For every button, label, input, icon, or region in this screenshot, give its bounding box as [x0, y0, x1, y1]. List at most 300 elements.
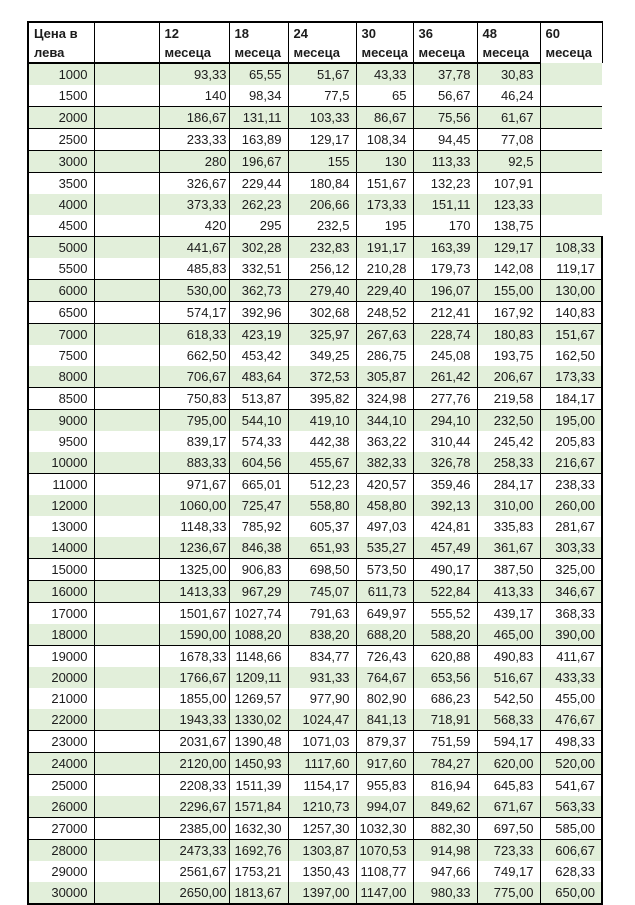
- payment-cell: 387,50: [477, 559, 540, 581]
- payment-cell: 326,78: [413, 452, 477, 474]
- payment-cell: 594,17: [477, 731, 540, 753]
- payment-cell: 573,50: [356, 559, 413, 581]
- payment-cell: 977,90: [288, 688, 356, 709]
- price-cell: 9500: [28, 431, 94, 452]
- empty-cell: [94, 495, 159, 516]
- payment-cell: 1501,67: [159, 603, 229, 625]
- payment-cell: 839,17: [159, 431, 229, 452]
- empty-column-header: [94, 22, 159, 63]
- payment-cell: 129,17: [288, 129, 356, 151]
- payment-cell: 931,33: [288, 667, 356, 688]
- payment-cell: 784,27: [413, 753, 477, 775]
- loan-payment-sheet: [27, 21, 603, 905]
- payment-cell: 764,67: [356, 667, 413, 688]
- payment-cell: 706,67: [159, 366, 229, 388]
- empty-cell: [94, 324, 159, 346]
- payment-cell: 1450,93: [229, 753, 288, 775]
- payment-cell: 395,82: [288, 388, 356, 410]
- payment-cell: 558,80: [288, 495, 356, 516]
- payment-cell: 917,60: [356, 753, 413, 775]
- payment-cell: 305,87: [356, 366, 413, 388]
- payment-cell: 2473,33: [159, 840, 229, 862]
- payment-cell: 967,29: [229, 581, 288, 603]
- payment-cell: 750,83: [159, 388, 229, 410]
- empty-cell: [94, 624, 159, 646]
- payment-cell: 280: [159, 151, 229, 173]
- payment-cell: 980,33: [413, 882, 477, 904]
- table-row: [28, 345, 602, 366]
- payment-cell: 107,91: [477, 173, 540, 195]
- price-cell: 10000: [28, 452, 94, 474]
- payment-cell: 262,23: [229, 194, 288, 215]
- payment-cell: 457,49: [413, 537, 477, 559]
- payment-cell: 522,84: [413, 581, 477, 603]
- payment-cell: 2296,67: [159, 796, 229, 818]
- table-row: [28, 688, 602, 709]
- payment-cell: 1413,33: [159, 581, 229, 603]
- payment-cell: 1303,87: [288, 840, 356, 862]
- payment-cell: 433,33: [540, 667, 602, 688]
- payment-cell: 1269,57: [229, 688, 288, 709]
- payment-cell: 485,83: [159, 258, 229, 280]
- payment-cell: 180,84: [288, 173, 356, 195]
- table-row: [28, 516, 602, 537]
- price-cell: 8500: [28, 388, 94, 410]
- payment-cell: 184,17: [540, 388, 602, 410]
- payment-cell: 775,00: [477, 882, 540, 904]
- price-cell: 29000: [28, 861, 94, 882]
- payment-cell: 846,38: [229, 537, 288, 559]
- payment-cell: 325,00: [540, 559, 602, 581]
- payment-cell: 1511,39: [229, 775, 288, 797]
- payment-cell: 420,57: [356, 474, 413, 496]
- payment-cell: 363,22: [356, 431, 413, 452]
- price-cell: 11000: [28, 474, 94, 496]
- empty-cell: [94, 840, 159, 862]
- payment-cell: 441,67: [159, 237, 229, 259]
- payment-cell: 882,30: [413, 818, 477, 840]
- price-cell: 17000: [28, 603, 94, 625]
- payment-cell: 883,33: [159, 452, 229, 474]
- payment-cell: 232,83: [288, 237, 356, 259]
- price-cell: 7000: [28, 324, 94, 346]
- price-cell: 14000: [28, 537, 94, 559]
- payment-cell: 649,97: [356, 603, 413, 625]
- payment-cell: 513,87: [229, 388, 288, 410]
- payment-cell: 392,96: [229, 302, 288, 324]
- payment-cell: 516,67: [477, 667, 540, 688]
- payment-cell: 1117,60: [288, 753, 356, 775]
- payment-cell: 1210,73: [288, 796, 356, 818]
- empty-cell: [94, 646, 159, 668]
- payment-cell: 535,27: [356, 537, 413, 559]
- payment-cell: 1060,00: [159, 495, 229, 516]
- table-row: [28, 709, 602, 731]
- payment-cell: 1571,84: [229, 796, 288, 818]
- table-row: [28, 215, 602, 237]
- payment-cell: 611,73: [356, 581, 413, 603]
- payment-cell: 665,01: [229, 474, 288, 496]
- payment-cell: 195: [356, 215, 413, 237]
- payment-cell: 520,00: [540, 753, 602, 775]
- payment-cell: [540, 215, 602, 237]
- empty-cell: [94, 537, 159, 559]
- payment-cell: 726,43: [356, 646, 413, 668]
- payment-cell: 785,92: [229, 516, 288, 537]
- payment-cell: 1397,00: [288, 882, 356, 904]
- empty-cell: [94, 129, 159, 151]
- table-row: [28, 753, 602, 775]
- table-row: [28, 107, 602, 129]
- payment-cell: 325,97: [288, 324, 356, 346]
- price-column-header: Цена в лева: [28, 22, 94, 63]
- payment-cell: 1330,02: [229, 709, 288, 731]
- payment-cell: 802,90: [356, 688, 413, 709]
- empty-cell: [94, 861, 159, 882]
- price-cell: 12000: [28, 495, 94, 516]
- payment-cell: 555,52: [413, 603, 477, 625]
- payment-cell: 574,17: [159, 302, 229, 324]
- payment-cell: 51,67: [288, 63, 356, 85]
- payment-cell: [540, 85, 602, 107]
- payment-cell: 92,5: [477, 151, 540, 173]
- table-row: [28, 237, 602, 259]
- empty-cell: [94, 667, 159, 688]
- payment-cell: 419,10: [288, 410, 356, 432]
- months-column-header: 48 месеца: [477, 22, 540, 63]
- payment-cell: 86,67: [356, 107, 413, 129]
- payment-cell: 212,41: [413, 302, 477, 324]
- payment-cell: 1678,33: [159, 646, 229, 668]
- payment-cell: 1148,33: [159, 516, 229, 537]
- payment-cell: 77,08: [477, 129, 540, 151]
- table-row: [28, 840, 602, 862]
- table-row: [28, 302, 602, 324]
- payment-cell: 1325,00: [159, 559, 229, 581]
- payment-cell: 373,33: [159, 194, 229, 215]
- payment-cell: 1813,67: [229, 882, 288, 904]
- payment-cell: 455,00: [540, 688, 602, 709]
- empty-cell: [94, 882, 159, 904]
- payment-cell: 163,89: [229, 129, 288, 151]
- payment-cell: 914,98: [413, 840, 477, 862]
- table-row: [28, 559, 602, 581]
- payment-cell: 142,08: [477, 258, 540, 280]
- payment-cell: 620,88: [413, 646, 477, 668]
- payment-cell: 279,40: [288, 280, 356, 302]
- empty-cell: [94, 603, 159, 625]
- payment-cell: 605,37: [288, 516, 356, 537]
- payment-cell: 745,07: [288, 581, 356, 603]
- empty-cell: [94, 237, 159, 259]
- payment-cell: 413,33: [477, 581, 540, 603]
- empty-cell: [94, 688, 159, 709]
- empty-cell: [94, 258, 159, 280]
- table-row: [28, 818, 602, 840]
- payment-cell: 245,08: [413, 345, 477, 366]
- payment-cell: 645,83: [477, 775, 540, 797]
- payment-cell: 173,33: [540, 366, 602, 388]
- payment-cell: 2650,00: [159, 882, 229, 904]
- payment-cell: 541,67: [540, 775, 602, 797]
- empty-cell: [94, 302, 159, 324]
- payment-cell: 542,50: [477, 688, 540, 709]
- payment-cell: 346,67: [540, 581, 602, 603]
- payment-cell: 232,5: [288, 215, 356, 237]
- payment-cell: 167,92: [477, 302, 540, 324]
- payment-cell: 56,67: [413, 85, 477, 107]
- payment-cell: 723,33: [477, 840, 540, 862]
- price-cell: 9000: [28, 410, 94, 432]
- payment-cell: 688,20: [356, 624, 413, 646]
- payment-cell: 1108,77: [356, 861, 413, 882]
- payment-cell: 749,17: [477, 861, 540, 882]
- empty-cell: [94, 366, 159, 388]
- table-row: [28, 537, 602, 559]
- payment-cell: 530,00: [159, 280, 229, 302]
- empty-cell: [94, 215, 159, 237]
- payment-cell: [540, 173, 602, 195]
- payment-cell: 1753,21: [229, 861, 288, 882]
- payment-cell: 1024,47: [288, 709, 356, 731]
- payment-cell: 37,78: [413, 63, 477, 85]
- payment-cell: 718,91: [413, 709, 477, 731]
- payment-cell: 650,00: [540, 882, 602, 904]
- payment-cell: 994,07: [356, 796, 413, 818]
- payment-cell: 30,83: [477, 63, 540, 85]
- price-cell: 3000: [28, 151, 94, 173]
- payment-cell: [540, 129, 602, 151]
- payment-cell: 498,33: [540, 731, 602, 753]
- payment-cell: 483,64: [229, 366, 288, 388]
- payment-cell: 879,37: [356, 731, 413, 753]
- payment-cell: 465,00: [477, 624, 540, 646]
- payment-cell: 186,67: [159, 107, 229, 129]
- payment-cell: 195,00: [540, 410, 602, 432]
- payment-cell: 372,53: [288, 366, 356, 388]
- price-cell: 6000: [28, 280, 94, 302]
- table-row: [28, 624, 602, 646]
- payment-cell: 103,33: [288, 107, 356, 129]
- payment-cell: 232,50: [477, 410, 540, 432]
- payment-cell: 310,44: [413, 431, 477, 452]
- price-cell: 5000: [28, 237, 94, 259]
- empty-cell: [94, 194, 159, 215]
- payment-cell: 834,77: [288, 646, 356, 668]
- table-row: [28, 581, 602, 603]
- payment-cell: 238,33: [540, 474, 602, 496]
- payment-cell: 686,23: [413, 688, 477, 709]
- empty-cell: [94, 474, 159, 496]
- payment-cell: 335,83: [477, 516, 540, 537]
- payment-cell: [540, 194, 602, 215]
- empty-cell: [94, 796, 159, 818]
- payment-cell: 2385,00: [159, 818, 229, 840]
- payment-cell: 210,28: [356, 258, 413, 280]
- table-row: [28, 861, 602, 882]
- table-row: [28, 646, 602, 668]
- payment-cell: 1088,20: [229, 624, 288, 646]
- payment-cell: 294,10: [413, 410, 477, 432]
- table-row: [28, 796, 602, 818]
- table-row: [28, 882, 602, 904]
- payment-cell: 260,00: [540, 495, 602, 516]
- price-cell: 28000: [28, 840, 94, 862]
- empty-cell: [94, 280, 159, 302]
- payment-cell: 390,00: [540, 624, 602, 646]
- payment-cell: 173,33: [356, 194, 413, 215]
- payment-cell: 140: [159, 85, 229, 107]
- payment-cell: 751,59: [413, 731, 477, 753]
- payment-cell: 130,00: [540, 280, 602, 302]
- payment-cell: 1350,43: [288, 861, 356, 882]
- payment-cell: 497,03: [356, 516, 413, 537]
- payment-cell: 151,11: [413, 194, 477, 215]
- empty-cell: [94, 731, 159, 753]
- months-column-header: 24 месеца: [288, 22, 356, 63]
- table-row: [28, 194, 602, 215]
- payment-cell: 326,67: [159, 173, 229, 195]
- payment-cell: 791,63: [288, 603, 356, 625]
- table-row: [28, 173, 602, 195]
- payment-cell: 653,56: [413, 667, 477, 688]
- payment-cell: 256,12: [288, 258, 356, 280]
- table-row: [28, 431, 602, 452]
- price-cell: 13000: [28, 516, 94, 537]
- payment-cell: 606,67: [540, 840, 602, 862]
- payment-cell: 1070,53: [356, 840, 413, 862]
- payment-cell: 344,10: [356, 410, 413, 432]
- payment-cell: 838,20: [288, 624, 356, 646]
- payment-cell: 620,00: [477, 753, 540, 775]
- table-row: [28, 151, 602, 173]
- payment-cell: 849,62: [413, 796, 477, 818]
- payment-cell: 138,75: [477, 215, 540, 237]
- payment-cell: 1236,67: [159, 537, 229, 559]
- payment-cell: 163,39: [413, 237, 477, 259]
- payment-cell: 281,67: [540, 516, 602, 537]
- price-cell: 7500: [28, 345, 94, 366]
- payment-cell: [540, 151, 602, 173]
- payment-cell: 46,24: [477, 85, 540, 107]
- payment-cell: 151,67: [540, 324, 602, 346]
- price-cell: 19000: [28, 646, 94, 668]
- payment-cell: 512,23: [288, 474, 356, 496]
- table-row: [28, 324, 602, 346]
- payment-cell: 65,55: [229, 63, 288, 85]
- payment-cell: 955,83: [356, 775, 413, 797]
- payment-cell: 75,56: [413, 107, 477, 129]
- empty-cell: [94, 516, 159, 537]
- payment-cell: 1027,74: [229, 603, 288, 625]
- payment-cell: 302,68: [288, 302, 356, 324]
- payment-cell: 132,23: [413, 173, 477, 195]
- payment-cell: 651,93: [288, 537, 356, 559]
- payment-cell: 698,50: [288, 559, 356, 581]
- payment-cell: 155,00: [477, 280, 540, 302]
- empty-cell: [94, 388, 159, 410]
- payment-cell: 1071,03: [288, 731, 356, 753]
- payment-cell: 392,13: [413, 495, 477, 516]
- payment-cell: 65: [356, 85, 413, 107]
- payment-cell: 1766,67: [159, 667, 229, 688]
- payment-cell: 98,34: [229, 85, 288, 107]
- payment-cell: 1154,17: [288, 775, 356, 797]
- table-row: [28, 85, 602, 107]
- empty-cell: [94, 452, 159, 474]
- price-cell: 25000: [28, 775, 94, 797]
- payment-cell: 490,83: [477, 646, 540, 668]
- payment-cell: 302,28: [229, 237, 288, 259]
- payment-cell: 180,83: [477, 324, 540, 346]
- payment-cell: 1257,30: [288, 818, 356, 840]
- payment-cell: 574,33: [229, 431, 288, 452]
- payment-cell: 196,07: [413, 280, 477, 302]
- payment-cell: 588,20: [413, 624, 477, 646]
- price-cell: 1500: [28, 85, 94, 107]
- payment-cell: 2031,67: [159, 731, 229, 753]
- payment-cell: 131,11: [229, 107, 288, 129]
- price-cell: 18000: [28, 624, 94, 646]
- payment-cell: 119,17: [540, 258, 602, 280]
- payment-cell: 277,76: [413, 388, 477, 410]
- payment-cell: 229,40: [356, 280, 413, 302]
- price-cell: 15000: [28, 559, 94, 581]
- payment-cell: 604,56: [229, 452, 288, 474]
- payment-cell: 563,33: [540, 796, 602, 818]
- table-row: [28, 280, 602, 302]
- price-cell: 3500: [28, 173, 94, 195]
- payment-cell: 216,67: [540, 452, 602, 474]
- payment-cell: 442,38: [288, 431, 356, 452]
- payment-cell: 361,67: [477, 537, 540, 559]
- table-row: [28, 775, 602, 797]
- months-column-header: 18 месеца: [229, 22, 288, 63]
- payment-cell: 1692,76: [229, 840, 288, 862]
- empty-cell: [94, 753, 159, 775]
- payment-cell: 458,80: [356, 495, 413, 516]
- table-row: [28, 731, 602, 753]
- empty-cell: [94, 431, 159, 452]
- payment-cell: 179,73: [413, 258, 477, 280]
- payment-cell: 1147,00: [356, 882, 413, 904]
- payment-cell: 2561,67: [159, 861, 229, 882]
- payment-cell: 248,52: [356, 302, 413, 324]
- payment-cell: 585,00: [540, 818, 602, 840]
- payment-cell: 206,66: [288, 194, 356, 215]
- header-row: [28, 22, 602, 63]
- payment-cell: 129,17: [477, 237, 540, 259]
- empty-cell: [94, 151, 159, 173]
- payment-cell: 439,17: [477, 603, 540, 625]
- table-row: [28, 495, 602, 516]
- payment-cell: 424,81: [413, 516, 477, 537]
- payment-cell: 697,50: [477, 818, 540, 840]
- table-row: [28, 603, 602, 625]
- payment-cell: 2120,00: [159, 753, 229, 775]
- payment-cell: 544,10: [229, 410, 288, 432]
- payment-cell: 93,33: [159, 63, 229, 85]
- payment-cell: 108,33: [540, 237, 602, 259]
- payment-cell: 382,33: [356, 452, 413, 474]
- payment-cell: 359,46: [413, 474, 477, 496]
- payment-cell: 368,33: [540, 603, 602, 625]
- empty-cell: [94, 345, 159, 366]
- payment-cell: 123,33: [477, 194, 540, 215]
- empty-cell: [94, 173, 159, 195]
- table-row: [28, 366, 602, 388]
- empty-cell: [94, 709, 159, 731]
